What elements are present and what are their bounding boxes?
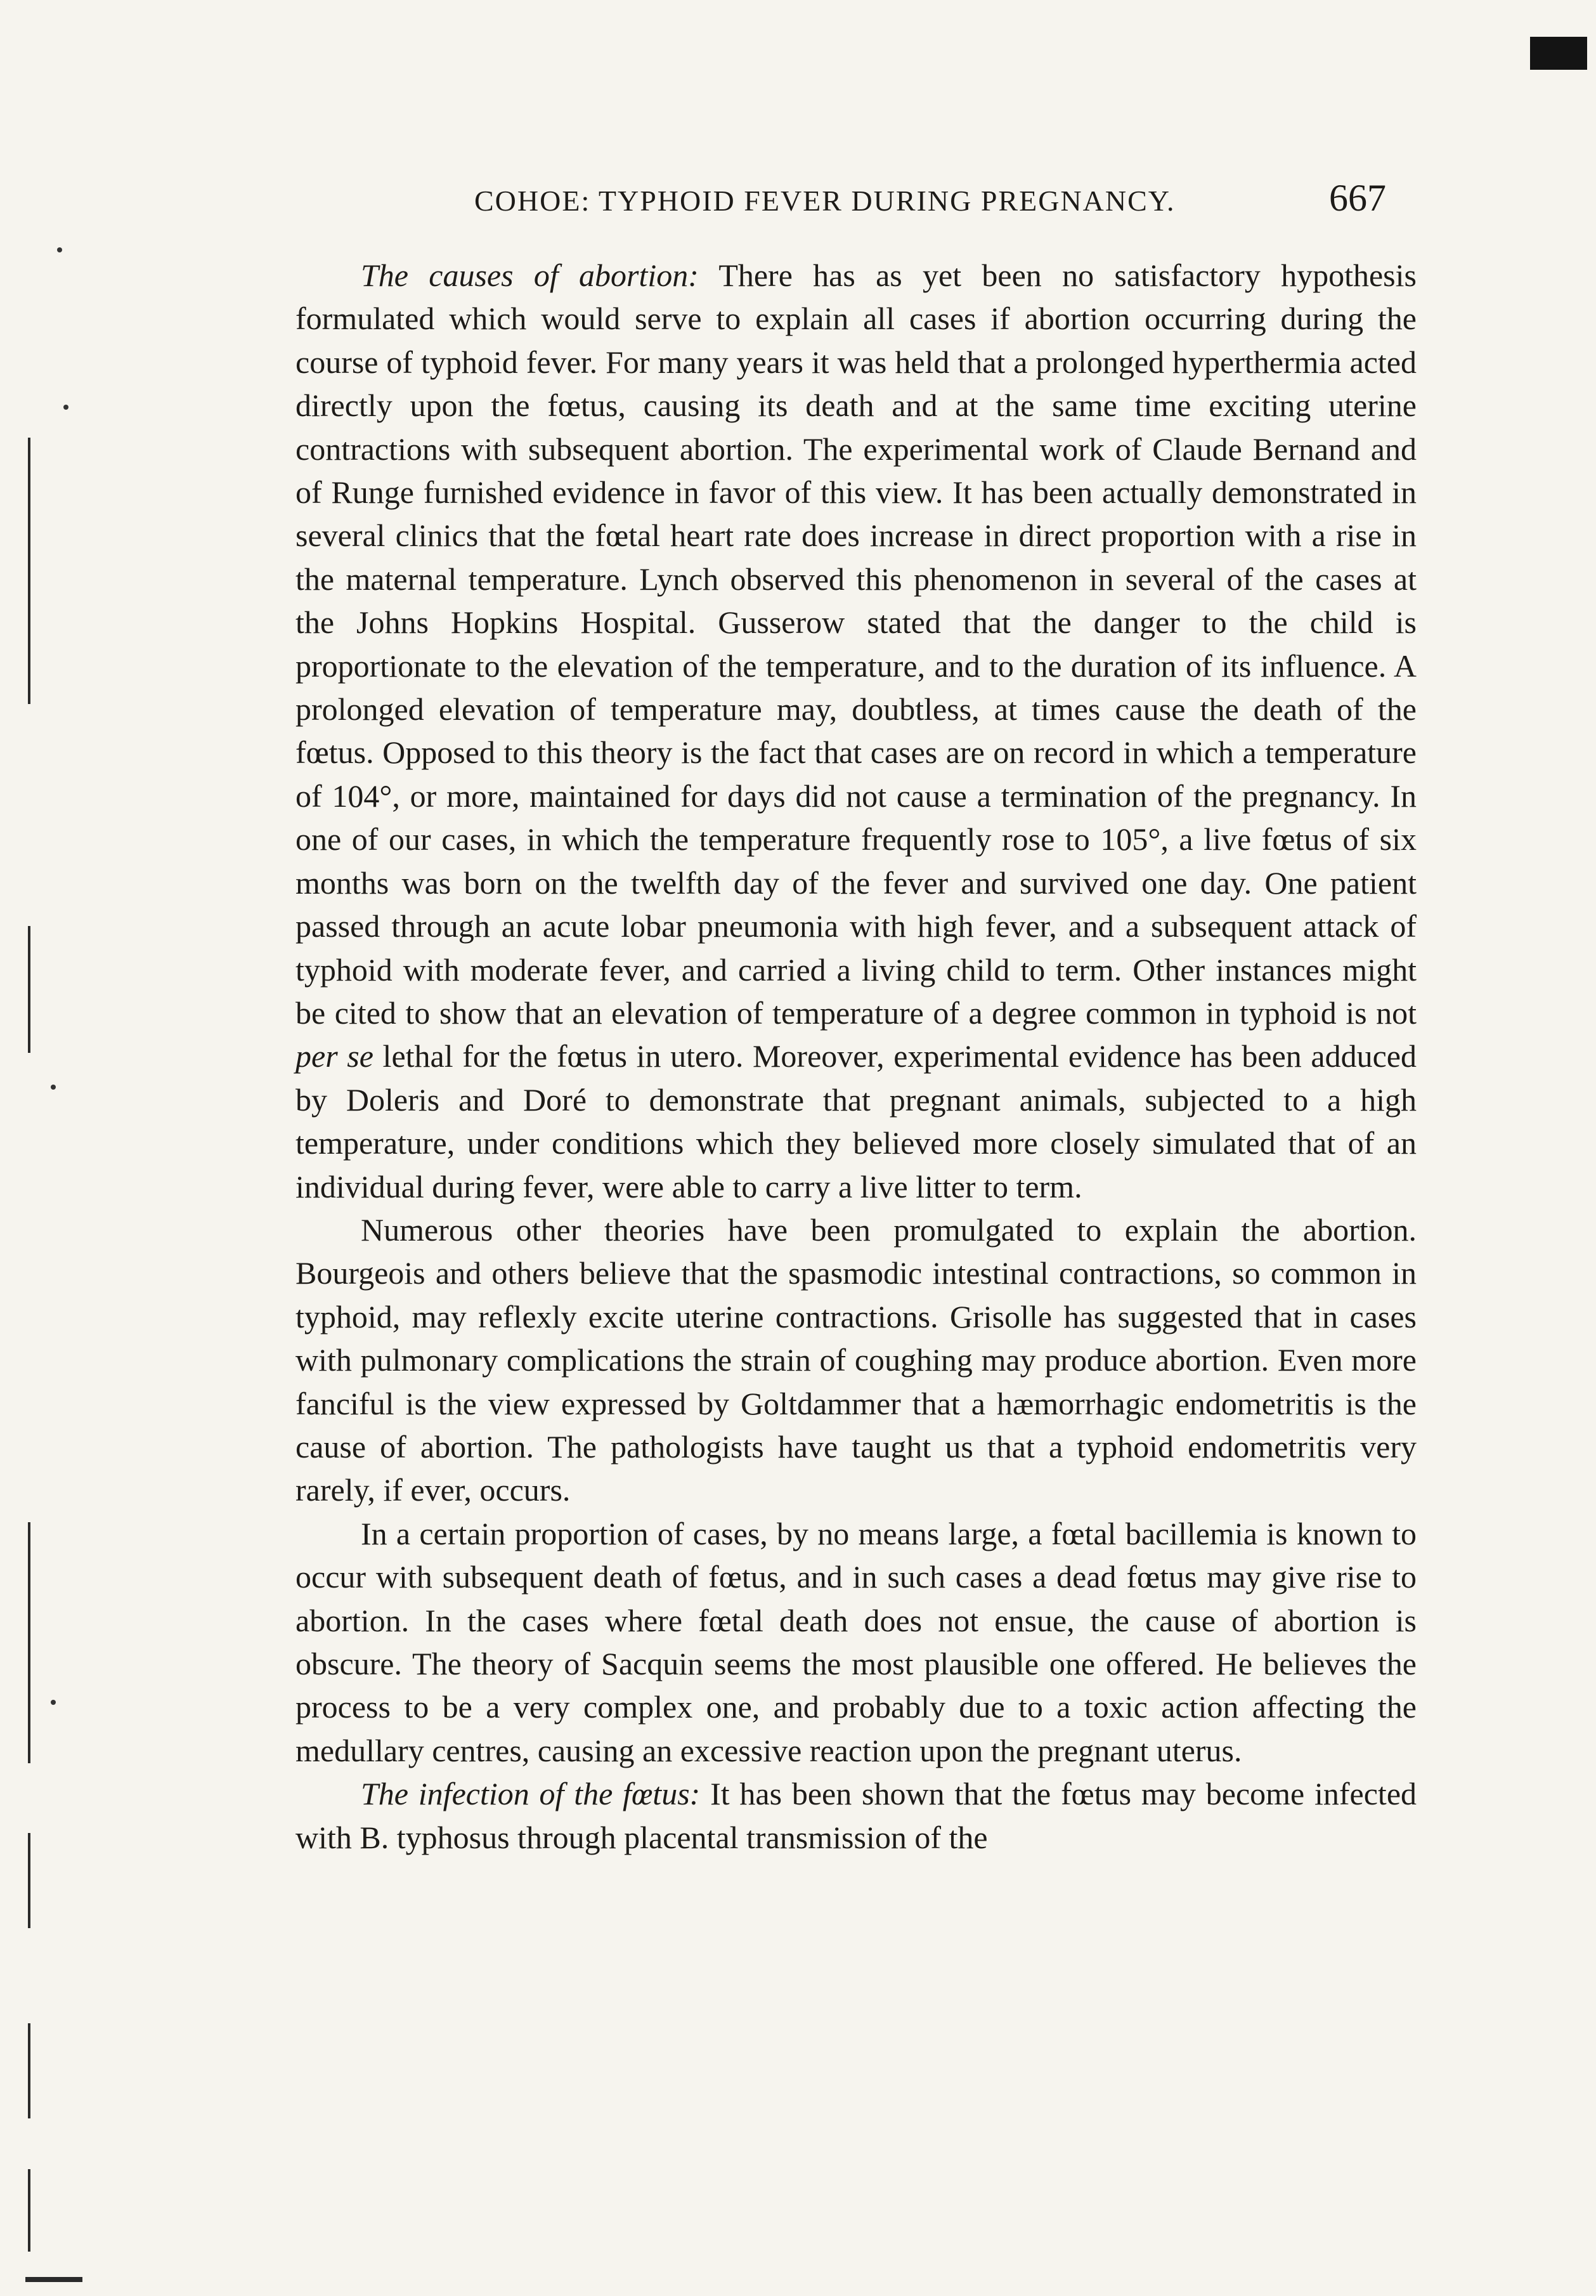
paragraph-text: In a certain proportion of cases, by no means large, a fœtal bacillemia is known to occur with subsequent death of fœtus, and in such cases a dead fœtus may give rise to abortion. In the cases where fœtal death does not ensue, the cause of abortion is obscure. The theory of Sacquin seems the most plausible one offered. He believes the process to be a very complex one, and probably due to a toxic action affecting the medullary centres, causing an excessive reaction upon the pregnant uterus. xyxy=(295,1515,1417,1768)
scan-edge-mark xyxy=(28,926,30,1053)
scan-dot-mark xyxy=(63,405,68,410)
scan-edge-mark xyxy=(28,1522,30,1763)
emphasis: per se xyxy=(295,1038,373,1074)
scan-edge-mark xyxy=(25,2277,82,2282)
paragraph xyxy=(295,254,1417,1208)
paragraph-text: There has as yet been no satisfactory hypothesis formulated which would serve to explain all cases if abortion occurring during the course of typhoid fever. For many years it was held that a prolonged hyperthermia acted directly upon the fœtus, causing its death and at the same time exciting uterine contractions with subsequent abortion. The experimental work of Claude Bernand and of Runge furnished evidence in favor of this view. It has been actually demonstrated in several clinics that the fœtal heart rate does increase in direct proportion with a rise in the maternal temperature. Lynch observed this phenomenon in several of the cases at the Johns Hopkins Hospital. Gusserow stated that the danger to the child is proportionate to the elevation of the temperature, and to the duration of its influence. A prolonged elevation of temperature may, doubtless, at times cause the death of the fœtus. Opposed to this theory is the fact that cases are on record in which a temperature of 104°, or more, maintained for days did not cause a termination of the pregnancy. In one of our cases, in which the temperature frequently rose to 105°, a live fœtus of six months was born on the twelfth day of the fever and survived one day. One patient passed through an acute lobar pneumonia with high fever, and a subsequent attack of typhoid with moderate fever, and carried a living child to term. Other instances might be cited to show that an elevation of temperature of a degree common in typhoid is not xyxy=(295,258,1417,1031)
running-header xyxy=(474,176,1386,227)
scan-edge-mark xyxy=(28,2023,30,2118)
scan-dot-mark xyxy=(51,1700,56,1705)
paragraph xyxy=(295,1772,1417,1859)
section-run-in-heading: The causes of abortion: xyxy=(361,258,699,293)
paragraph-text: lethal for the fœtus in utero. Moreover, experimental evidence has been adduced by Doleris and Doré to demonstrate that pregnant animals, subjected to a high temperature, under conditions which they believed more closely simulated that of an individual during fever, were able to carry a live litter to term. xyxy=(295,1038,1417,1204)
paragraph xyxy=(295,1512,1417,1772)
scan-dot-mark xyxy=(57,247,62,252)
page-number: 667 xyxy=(1329,177,1386,219)
scan-edge-mark xyxy=(28,1833,30,1928)
paragraph-text: Numerous other theories have been promulgated to explain the abortion. Bourgeois and others believe that the spasmodic intestinal contractions, so common in typhoid, may reflexly excite uterine contractions. Grisolle has suggested that in cases with pulmonary complications the strain of coughing may produce abortion. Even more fanciful is the view expressed by Goltdammer that a hæmorrhagic endometritis is the cause of abortion. The pathologists have taught us that a typhoid endometritis very rarely, if ever, occurs. xyxy=(295,1211,1417,1508)
scan-corner-mark xyxy=(1530,37,1587,70)
body-text xyxy=(295,254,1417,1859)
section-run-in-heading: The infection of the fœtus: xyxy=(361,1776,701,1812)
scan-edge-mark xyxy=(28,438,30,704)
paragraph xyxy=(295,1208,1417,1512)
scan-dot-mark xyxy=(51,1085,56,1090)
paragraph-text: It has been shown that the fœtus may become infected with B. typhosus through placental transmission of the xyxy=(295,1776,1417,1855)
running-title: COHOE: TYPHOID FEVER DURING PREGNANCY. xyxy=(474,185,1176,217)
scan-edge-mark xyxy=(28,2169,30,2252)
